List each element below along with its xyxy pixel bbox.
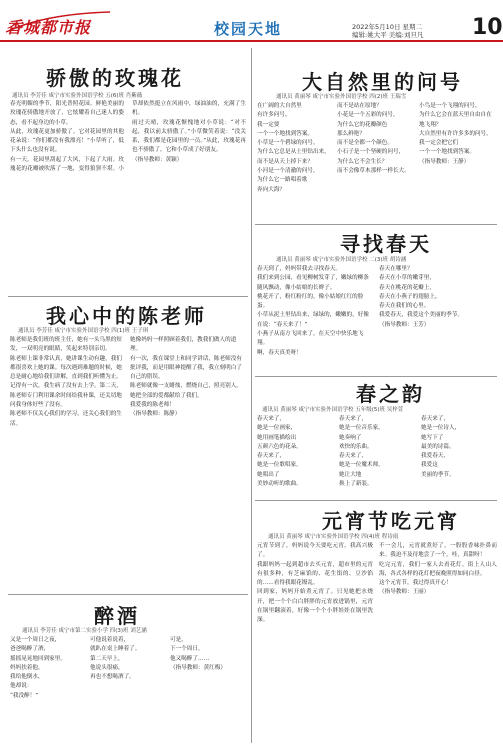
article-body-drunk-col1: 又是一个周日之夜， 爸爸喝醉了酒， 摇摇晃晃地回到家里。 妈妈扶着他， 我给他倒水， 他却说： “我没醉！”: [10, 637, 66, 699]
article-body-season-col2: 春天来了， 她是一位音乐家， 她奏响了 欢快的乐曲。 春天来了， 她是一位魔术师， 她让大地 换上了新装。: [339, 416, 384, 488]
article-title-rose: 骄傲的玫瑰花: [46, 66, 184, 90]
divider-spring-season: [255, 376, 497, 377]
article-body-lantern-col1: 元宵节到了，妈妈说今天要吃元宵，我高兴极了。 我跟妈妈一起到超市去买元宵，超市里的元宵有很多种，有芝麻馅的、花生馅的、豆沙馅的……看得我眼花缭乱。 回到家，妈妈开始煮元宵了。只见她把水烧开，把一个个白白胖胖的元宵放进锅里，元宵在锅里翻滚着，好像一个个小胖娃娃在锅里洗澡。: [257, 543, 373, 624]
divider-question-spring: [255, 224, 497, 225]
article-title-chen: 我心中的陈老师: [46, 304, 207, 328]
article-byline-season: 通讯员 黄丽琴 咸宁市实验外国语学校 五年级(5)班 吴梓萱: [262, 407, 404, 413]
article-body-spring-col1: 春天到了，妈妈带我去寻找春天。 我们来到公园，看见柳树发芽了，嫩绿的柳条随风飘动，像小姑娘的长辫子。 桃花开了，粉红粉红的，像小姑娘红红的脸蛋。 小草从泥土里钻出来，绿绿的，嫩嫩的，好像在说：“春天来了！” 小燕子从南方飞回来了，在天空中快乐地飞翔。 啊，春天真美呀！: [257, 266, 369, 356]
page-number: 10: [472, 15, 503, 40]
page-header: [0, 0, 503, 42]
article-title-season: 春之韵: [356, 382, 425, 406]
divider-rose-chen: [8, 296, 248, 297]
article-body-rose: 春光明媚的季节，阳光普照花园。鲜艳美丽的玫瑰花骄傲地开放了，它炫耀着自己迷人的姿态，看不起身边的小草。 从此，玫瑰花更加骄傲了。它对花园里的其他花朵说：“你们都没有我漂亮！”小草听了，低下头什么也没有说。 有一天，花园里刮起了大风，下起了大雨。玫瑰花的花瓣被吹落了一地，变得狼狈不堪。小草却依然挺立在风雨中，绿油油的，充满了生机。 雨过天晴，玫瑰花惭愧地对小草说：“对不起，我以前太骄傲了。”小草微笑着说：“没关系，我们都是花园里的一员。”从此，玫瑰花再也不骄傲了，它和小草成了好朋友。 （指导教师：黄颖）: [10, 101, 246, 173]
article-byline-chen: 通讯员 李芳佳 咸宁市实验外国语学校 四(1)班 王子琪: [18, 328, 149, 334]
article-title-drunk: 醉酒: [94, 604, 140, 628]
article-byline-drunk: 通讯员 李芳佳 咸宁市第二实验小学 四(3)班 刘艺涵: [22, 628, 147, 634]
column-divider: [251, 48, 252, 743]
article-body-spring-col2: 春天在哪里？ 春天在小草的嫩芽里， 春天在桃花的花瓣上， 春天在小燕子的翅膀上， 春天在我们的心里。 我爱春天，我爱这个美丽的季节。 （指导教师：王芳）: [379, 266, 463, 328]
section-title: 校园天地: [214, 20, 283, 38]
article-body-chen-col1: 陈老师是我们班的班主任，她有一头乌黑的短发，一双明亮的眼睛，笑起来特别亲切。 陈老师上课非常认真，她讲课生动有趣，我们都很喜欢上她的课。每次遇到难题的时候，她总是耐心地给我们讲解，直到我们听懂为止。 记得有一次，我生病了没有去上学。第二天，陈老师专门利用课余时间给我补课，还关切地问我身体好些了没有。 陈老师不仅关心我们的学习，还关心我们的生活。: [10, 337, 122, 427]
article-title-spring: 寻找春天: [340, 232, 432, 256]
article-body-question-col1: 在广阔的大自然里 有许多问号， 我一定要 一个一个地找到答案。 小草是一个碧绿的问号， 为什么它总是从土里钻出来， 而不是从天上掉下来？ 小河是一个清澈的问号， 为什么它一路唱着歌 奔向大海？: [257, 103, 330, 193]
issue-date: 2022年5月10日 星期二: [352, 23, 423, 31]
divider-season-lantern: [255, 500, 497, 501]
article-body-season-col1: 春天来了， 她是一位画家， 她用画笔描绘出 五颜六色的花朵。 春天来了， 她是一位歌唱家， 她唱出了 美妙动听的歌曲。: [257, 416, 302, 488]
article-title-question: 大自然里的问号: [302, 70, 463, 94]
article-body-season-col3: 春天来了， 她是一位诗人， 她写下了 最美的诗篇。 我爱春天， 我爱这 美丽的季节。: [421, 416, 461, 478]
article-body-drunk-col3: 可是， 下一个周日， 他又喝醉了…… （指导教师：黄红梅）: [170, 637, 226, 671]
newspaper-logo: 香城都市报: [6, 18, 92, 37]
article-byline-spring: 通讯员 黄丽琴 咸宁市实验外国语学校 二(3)班 胡诗涵: [276, 257, 407, 263]
article-body-question-col2: 而不是站在原地？ 小花是一个五彩的问号， 为什么它的花瓣颜色 那么鲜艳？ 而不是全都一个颜色。 小石子是一个坚硬的问号， 为什么它不会生长？ 而不会像草木那样一样长大。: [337, 103, 410, 175]
editor-credit: 编辑:姚大平 美编:刘旦凡: [352, 31, 424, 39]
article-byline-question: 通讯员 黄丽琴 咸宁市实验外国语学校 四(2)班 王瑞雪: [276, 94, 407, 100]
article-byline-rose: 通讯员 李芳佳 咸宁市实验外国语学校 五(6)班 肖紫薇: [12, 93, 143, 99]
divider-chen-drunk: [8, 594, 248, 595]
article-body-lantern-col2: 不一会儿，元宵就煮好了，一股股香味扑鼻而来。我迫不及待地尝了一个，哇，真甜呀！ 吃完元宵，我们一家人去看花灯。街上人山人海，各式各样的花灯把夜晚照得如同白昼。 这个元宵节，我过得真开心！ （指导教师：王丽）: [379, 543, 497, 596]
article-body-drunk-col2: 可他说着说着， 就趴在桌上睡着了。 第二天早上， 他说头很痛， 再也不想喝酒了。: [90, 637, 141, 681]
issue-meta: [352, 23, 423, 39]
article-title-lantern: 元宵节吃元宵: [322, 509, 460, 533]
article-body-question-col3: 小鸟是一个飞翔的问号， 为什么它会在蓝天里自由自在地飞翔？ 大自然里有许许多多的问号， 我一定会把它们 一个一个地找到答案。 （指导教师：王静）: [419, 103, 492, 165]
article-body-chen-col2: 她像妈妈一样照顾着我们，教我们做人的道理。 有一次，我在课堂上和同学讲话，陈老师没有批评我，而是用眼神提醒了我，我立刻明白了自己的错误。 陈老师就像一支蜡烛，燃烧自己，照亮别人。她把全部的爱都献给了我们。 我爱我的陈老师！ （指导教师：陈静）: [130, 337, 242, 418]
article-byline-lantern: 通讯员 黄丽琴 咸宁市实验外国语学校 四(4)班 程诗雨: [268, 534, 399, 540]
